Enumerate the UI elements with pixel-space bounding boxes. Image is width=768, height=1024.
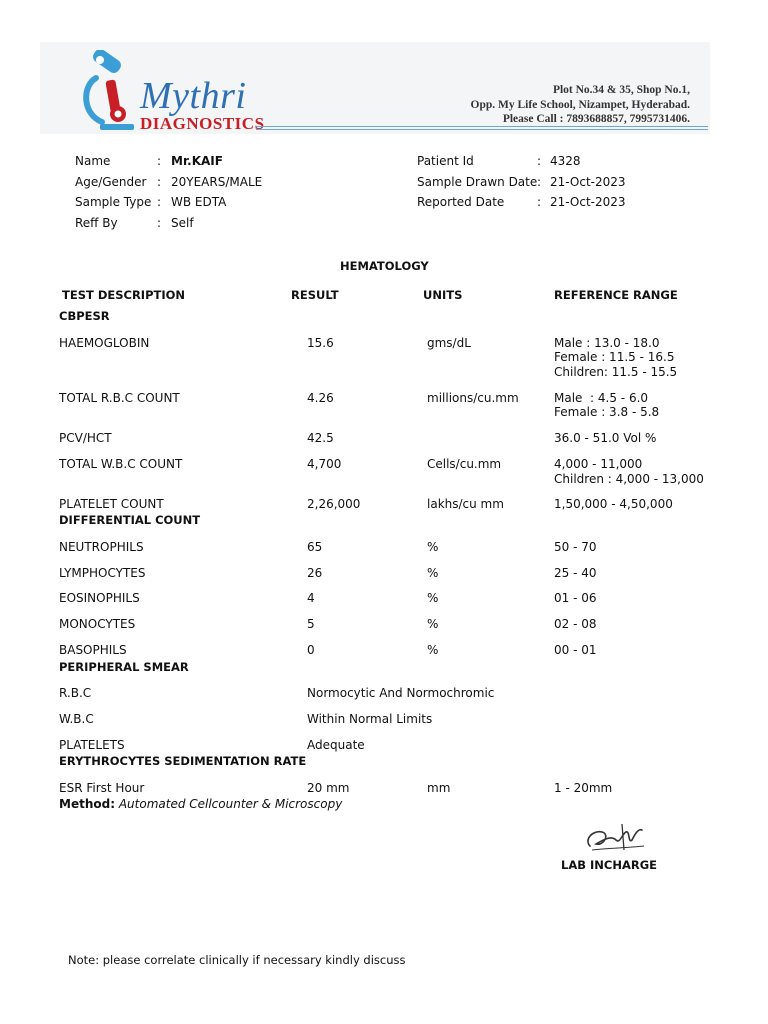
footer-note: Note: please correlate clinically if necessary kindly discuss <box>68 953 406 967</box>
microscope-logo-icon <box>78 50 142 134</box>
colon: : <box>157 195 162 209</box>
sample-type: WB EDTA <box>171 195 227 209</box>
test-result: 20 mm <box>307 781 350 795</box>
reference-range: 01 - 06 <box>554 591 597 605</box>
col-range-header: REFERENCE RANGE <box>554 288 678 302</box>
test-units: % <box>427 591 439 605</box>
patient-name: Mr.KAIF <box>171 154 223 168</box>
test-result: 4,700 <box>307 457 342 471</box>
test-result: 4.26 <box>307 391 334 405</box>
reference-range: Female : 11.5 - 16.5 <box>554 350 675 364</box>
test-result: Adequate <box>307 738 365 752</box>
test-name: EOSINOPHILS <box>59 591 140 605</box>
test-result: Within Normal Limits <box>307 712 433 726</box>
test-units: % <box>427 617 439 631</box>
test-result: 4 <box>307 591 315 605</box>
reported-date-label: Reported Date <box>417 195 505 209</box>
reference-range: 1 - 20mm <box>554 781 613 795</box>
reference-range: Children : 4,000 - 13,000 <box>554 472 704 486</box>
method-line <box>59 797 342 811</box>
reff-label: Reff By <box>75 216 118 230</box>
lab-subtitle: DIAGNOSTICS <box>140 114 265 133</box>
test-name: HAEMOGLOBIN <box>59 336 150 350</box>
method-value: Automated Cellcounter & Microscopy <box>118 797 343 811</box>
test-name: W.B.C <box>59 712 94 726</box>
reference-range: Male : 13.0 - 18.0 <box>554 336 660 350</box>
col-units-header: UNITS <box>423 288 463 302</box>
age-label: Age/Gender <box>75 175 147 189</box>
department-title: HEMATOLOGY <box>340 259 429 273</box>
patient-id-label: Patient Id <box>417 154 474 168</box>
test-units: % <box>427 540 439 554</box>
test-name: PCV/HCT <box>59 431 112 445</box>
section-title: PERIPHERAL SMEAR <box>59 660 189 674</box>
test-result: 42.5 <box>307 431 334 445</box>
method-label: Method: <box>59 797 115 811</box>
reference-range: 4,000 - 11,000 <box>554 457 643 471</box>
reference-range: 36.0 - 51.0 Vol % <box>554 431 657 445</box>
reff-by: Self <box>171 216 194 230</box>
test-name: TOTAL W.B.C COUNT <box>59 457 183 471</box>
test-result: 15.6 <box>307 336 334 350</box>
reference-range: 1,50,000 - 4,50,000 <box>554 497 673 511</box>
test-result: 0 <box>307 643 315 657</box>
test-name: R.B.C <box>59 686 92 700</box>
test-units: gms/dL <box>427 336 471 350</box>
section-title: CBPESR <box>59 309 110 323</box>
test-units: Cells/cu.mm <box>427 457 502 471</box>
test-name: LYMPHOCYTES <box>59 566 146 580</box>
name-label: Name <box>75 154 111 168</box>
colon: : <box>537 195 542 209</box>
test-units: millions/cu.mm <box>427 391 519 405</box>
test-result: 2,26,000 <box>307 497 361 511</box>
colon: : <box>537 175 542 189</box>
drawn-date: 21-Oct-2023 <box>550 175 626 189</box>
test-name: PLATELETS <box>59 738 125 752</box>
section-title: DIFFERENTIAL COUNT <box>59 513 201 527</box>
reference-range: 02 - 08 <box>554 617 597 631</box>
patient-id: 4328 <box>550 154 581 168</box>
header-rule-2 <box>256 129 708 130</box>
test-name: TOTAL R.B.C COUNT <box>59 391 180 405</box>
test-result: 5 <box>307 617 315 631</box>
col-result-header: RESULT <box>291 288 339 302</box>
test-name: PLATELET COUNT <box>59 497 164 511</box>
colon: : <box>157 216 162 230</box>
reference-range: 00 - 01 <box>554 643 597 657</box>
test-units: mm <box>427 781 451 795</box>
patient-age: 20YEARS/MALE <box>171 175 263 189</box>
reference-range: 25 - 40 <box>554 566 597 580</box>
drawn-date-label: Sample Drawn Date <box>417 175 538 189</box>
test-units: % <box>427 566 439 580</box>
col-test-header: TEST DESCRIPTION <box>62 288 186 302</box>
reference-range: Children: 11.5 - 15.5 <box>554 365 678 379</box>
reported-date: 21-Oct-2023 <box>550 195 626 209</box>
address-line-1: Plot No.34 & 35, Shop No.1, <box>552 84 690 96</box>
section-title: ERYTHROCYTES SEDIMENTATION RATE <box>59 754 307 768</box>
test-result: 26 <box>307 566 323 580</box>
reference-range: Female : 3.8 - 5.8 <box>554 405 660 419</box>
test-name: ESR First Hour <box>59 781 145 795</box>
test-name: MONOCYTES <box>59 617 136 631</box>
signature-title: LAB INCHARGE <box>561 858 658 872</box>
test-units: lakhs/cu mm <box>427 497 504 511</box>
test-name: NEUTROPHILS <box>59 540 144 554</box>
sample-label: Sample Type <box>75 195 152 209</box>
test-result: 65 <box>307 540 323 554</box>
colon: : <box>157 175 162 189</box>
lab-name: Mythri <box>140 75 247 117</box>
test-result: Normocytic And Normochromic <box>307 686 495 700</box>
reference-range: 50 - 70 <box>554 540 597 554</box>
reference-range: Male : 4.5 - 6.0 <box>554 391 649 405</box>
address-phone: Please Call : 7893688857, 7995731406. <box>502 113 690 125</box>
colon: : <box>157 154 162 168</box>
test-name: BASOPHILS <box>59 643 127 657</box>
header-rule <box>256 126 708 127</box>
colon: : <box>537 154 542 168</box>
test-units: % <box>427 643 439 657</box>
address-line-2: Opp. My Life School, Nizampet, Hyderabad. <box>470 99 690 111</box>
signature-image <box>582 820 648 856</box>
